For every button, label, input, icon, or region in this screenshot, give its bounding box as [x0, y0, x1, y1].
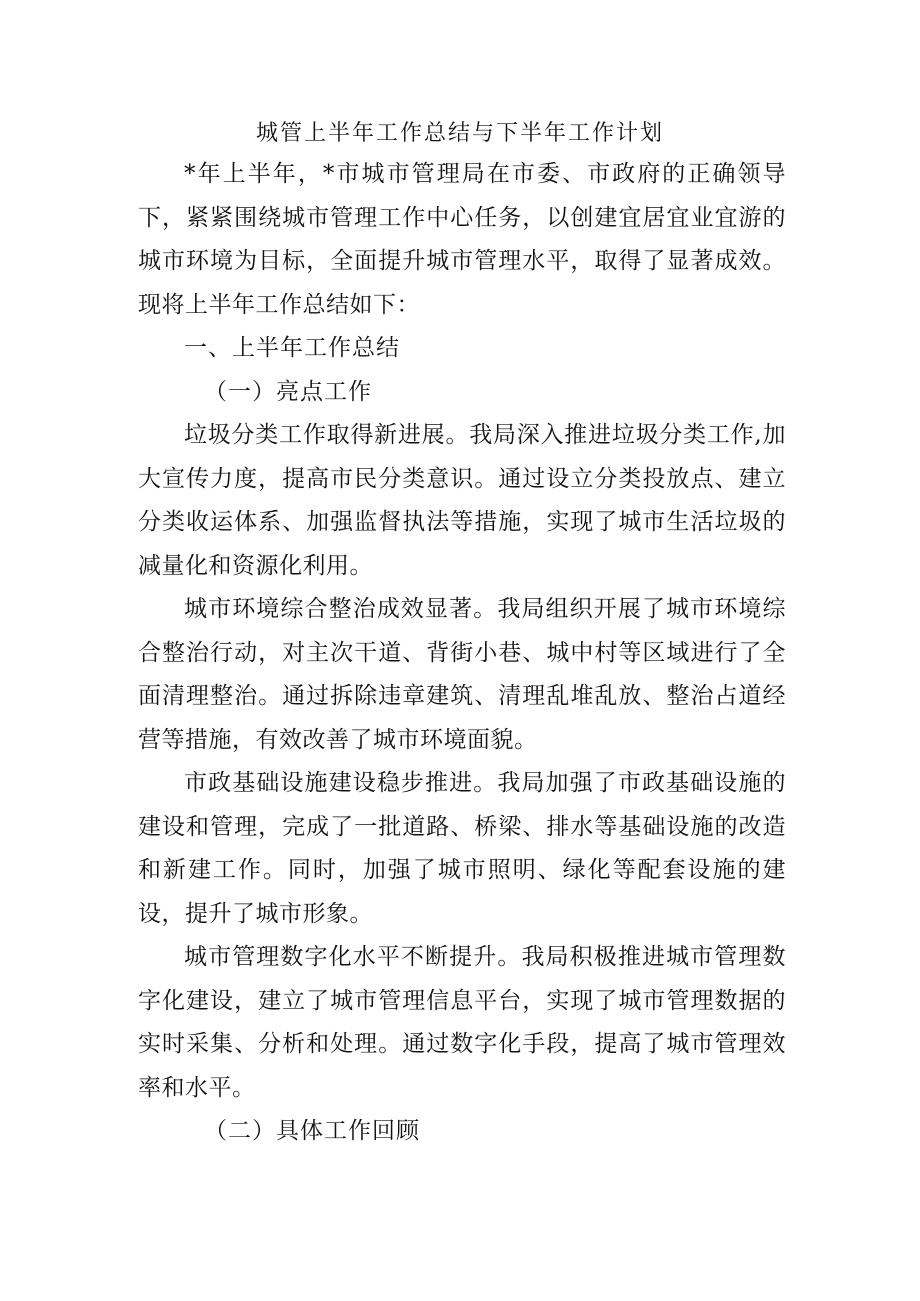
paragraph-waste-sorting: 垃圾分类工作取得新进展。我局深入推进垃圾分类工作,加大宣传力度，提高市民分类意识。通过设立分类投放点、建立分类收运体系、加强监督执法等措施，实现了城市生活垃圾的减量化和资源化利用。	[138, 422, 786, 579]
subsection-heading-highlights: （一）亮点工作	[204, 378, 372, 405]
paragraph-infrastructure: 市政基础设施建设稳步推进。我局加强了市政基础设施的建设和管理，完成了一批道路、桥梁、排水等基础设施的改造和新建工作。同时，加强了城市照明、绿化等配套设施的建设，提升了城市形象。	[138, 770, 786, 927]
document-body	[138, 153, 786, 1154]
paragraph-digitalization: 城市管理数字化水平不断提升。我局积极推进城市管理数字化建设，建立了城市管理信息平台，实现了城市管理数据的实时采集、分析和处理。通过数字化手段，提高了城市管理效率和水平。	[138, 944, 786, 1101]
section-heading-summary: 一、上半年工作总结	[184, 335, 400, 361]
intro-paragraph: *年上半年，*市城市管理局在市委、市政府的正确领导下，紧紧围绕城市管理工作中心任务，以创建宜居宜业宜游的城市环境为目标，全面提升城市管理水平，取得了显著成效。现将上半年工作总结如下：	[138, 161, 786, 318]
paragraph-environment-rectification: 城市环境综合整治成效显著。我局组织开展了城市环境综合整治行动，对主次干道、背街小巷、城中村等区域进行了全面清理整治。通过拆除违章建筑、清理乱堆乱放、整治占道经营等措施，有效改善了城市环境面貌。	[138, 596, 786, 753]
subsection-heading-review: （二）具体工作回顾	[204, 1118, 420, 1144]
document-title: 城管上半年工作总结与下半年工作计划	[255, 121, 664, 146]
